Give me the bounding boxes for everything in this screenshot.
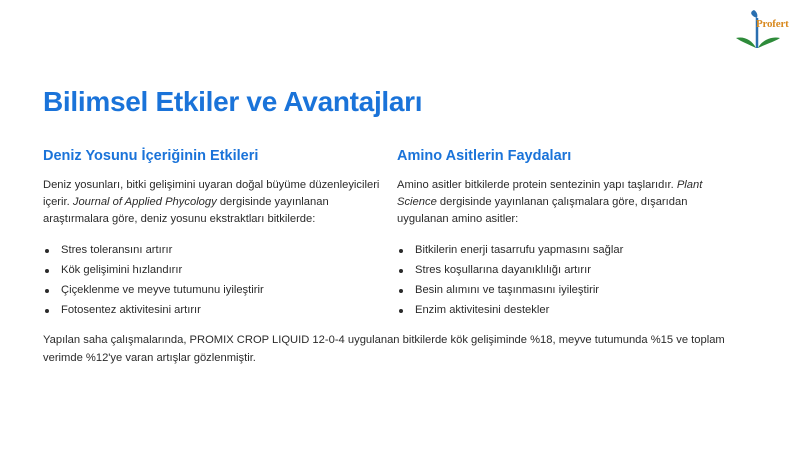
field-results-summary: Yapılan saha çalışmalarında, PROMIX CROP LIQUID 12-0-4 uygulanan bitkilerde kök gelişiminde %18, meyve tutumunda %15 ve toplam verimde %12'ye varan artışlar gözlenmiştir. bbox=[43, 334, 725, 364]
page-title: Bilimsel Etkiler ve Avantajları bbox=[43, 86, 423, 117]
list-item: Fotosentez aktivitesini artırır bbox=[43, 303, 383, 318]
journal-name: Journal of Applied Phycology bbox=[72, 196, 217, 208]
benefit-list bbox=[43, 243, 383, 318]
list-item: Enzim aktivitesini destekler bbox=[397, 303, 737, 318]
benefit-list bbox=[397, 243, 737, 318]
section-intro: Deniz yosunları, bitki gelişimini uyaran doğal büyüme düzenleyicileri içerir. Journal of Applied Phycology dergisinde yayınlanan araştırmalara göre, deniz yosunu ekstraktları bitkilerde: bbox=[43, 179, 380, 225]
section-intro: Amino asitler bitkilerde protein sentezinin yapı taşlarıdır. Plant Science dergisinde yayınlanan çalışmalara göre, dışarıdan uygulanan amino asitler: bbox=[397, 179, 703, 225]
amino-acid-section bbox=[397, 148, 737, 323]
section-heading: Amino Asitlerin Faydaları bbox=[397, 148, 572, 164]
journal-name: Plant Science bbox=[397, 179, 703, 208]
profert-logo bbox=[734, 8, 792, 50]
brand-name: Profert bbox=[756, 18, 789, 30]
list-item: Bitkilerin enerji tasarrufu yapmasını sağlar bbox=[397, 243, 737, 258]
list-item: Stres toleransını artırır bbox=[43, 243, 383, 258]
list-item: Çiçeklenme ve meyve tutumunu iyileştirir bbox=[43, 283, 383, 298]
list-item: Besin alımını ve taşınmasını iyileştirir bbox=[397, 283, 737, 298]
section-heading: Deniz Yosunu İçeriğinin Etkileri bbox=[43, 148, 259, 164]
list-item: Kök gelişimini hızlandırır bbox=[43, 263, 383, 278]
list-item: Stres koşullarına dayanıklılığı artırır bbox=[397, 263, 737, 278]
seaweed-section bbox=[43, 148, 383, 323]
